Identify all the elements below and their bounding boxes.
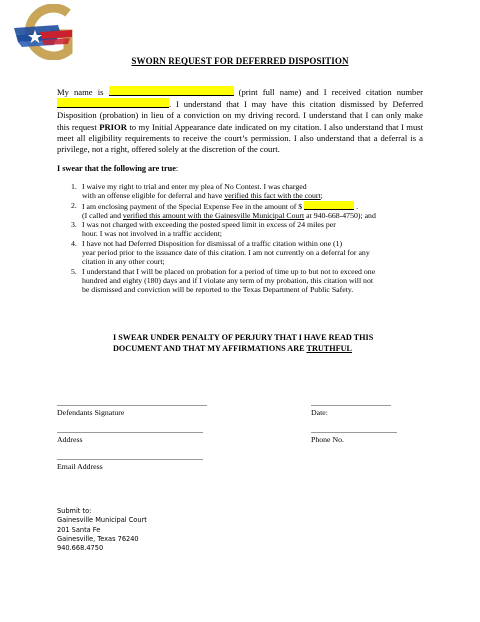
list-item: 3. I was not charged with exceeding the posted speed limit in excess of 24 miles per hour. I was not involved in a traffic accident; xyxy=(71,220,336,239)
swear-heading: I swear that the following are true: xyxy=(57,164,179,173)
address-label: Address xyxy=(57,435,83,444)
defendant-signature-label: Defendants Signature xyxy=(57,408,125,417)
intro-text-2: (print full name) and I received citation number xyxy=(238,87,423,97)
fee-amount-field[interactable] xyxy=(304,201,354,210)
intro-prior: PRIOR xyxy=(99,121,127,132)
date-label: Date: xyxy=(311,408,328,417)
list-item: 4. I have not had Deferred Disposition for dismissal of a traffic citation within one (1) year period prior to the issuance date of this citation. I am not currently on a deferral for any citation in any other court; xyxy=(71,238,370,267)
intro-text-1: My name is xyxy=(57,87,104,97)
intro-text-3: . I understand that I may have this citation dismissed by Deferred Disposition (probation) in lieu of a conviction on my driving record. I understand that I can only make this request xyxy=(57,99,423,132)
intro-paragraph xyxy=(57,86,423,155)
citation-number-field[interactable] xyxy=(57,98,169,108)
defendant-signature-line[interactable] xyxy=(57,405,207,406)
court-phone: 940.668.4750 xyxy=(57,544,104,553)
court-street: 201 Santa Fe xyxy=(57,525,101,534)
list-item: 2. I am enclosing payment of the Special Expense Fee in the amount of $ . (I called and verified this amount with the Gainesville Municipal Court at 940-668-4750); and xyxy=(71,200,376,220)
intro-text-4: to my Initial Appearance date indicated on my citation. I also understand that I must meet all eligibility requirements to receive the court’s permission. I also understand that a deferral is a privilege, not a right, offered solely at the discretion of the court. xyxy=(57,121,424,155)
city-logo-icon xyxy=(10,4,76,60)
list-item: 1. I waive my right to trial and enter my plea of No Contest. I was charged with an offense eligible for deferral and have verified this fact with the court; xyxy=(71,182,323,201)
affirmation-list xyxy=(60,182,430,295)
perjury-statement: I SWEAR UNDER PENALTY OF PERJURY THAT I HAVE READ THIS DOCUMENT AND THAT MY AFFIRMATIONS ARE TRUTHFUL xyxy=(113,333,374,353)
full-name-field[interactable] xyxy=(109,86,234,96)
court-city: Gainesville, Texas 76240 xyxy=(57,534,139,543)
date-line[interactable] xyxy=(311,405,391,406)
phone-line[interactable] xyxy=(311,432,397,433)
list-item: 5. I understand that I will be placed on probation for a period of time up to but not to exceed one hundred and eighty (180) days and if I violate any term of my probation, this citation will not be dismissed and conviction will be reported to the Texas Department of Public Safety. xyxy=(71,266,376,295)
address-line[interactable] xyxy=(57,432,203,433)
court-name: Gainesville Municipal Court xyxy=(57,516,147,525)
submit-heading: Submit to: xyxy=(57,507,92,515)
document-title: SWORN REQUEST FOR DEFERRED DISPOSITION xyxy=(131,56,349,66)
submit-address-block xyxy=(57,507,147,553)
phone-label: Phone No. xyxy=(311,435,344,444)
email-line[interactable] xyxy=(57,459,203,460)
email-label: Email Address xyxy=(57,462,103,471)
